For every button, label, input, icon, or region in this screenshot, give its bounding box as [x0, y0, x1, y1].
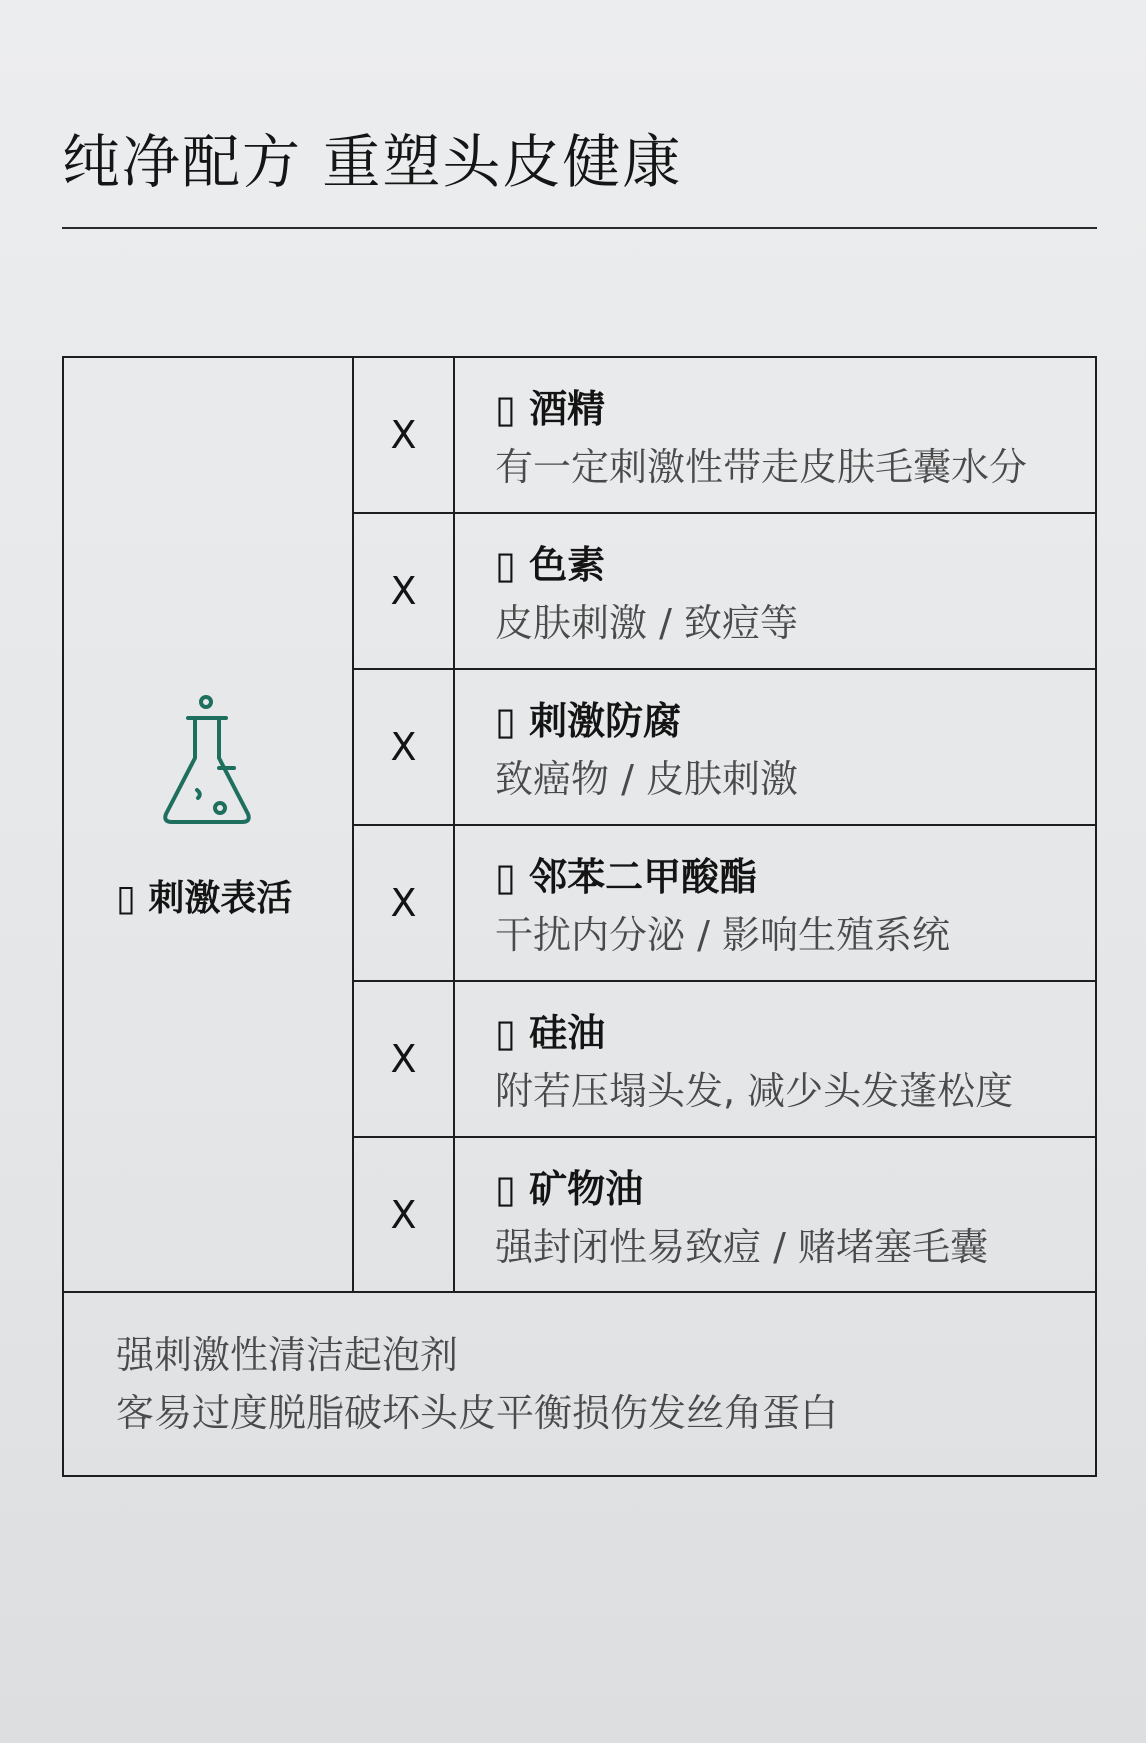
title-divider — [62, 227, 1097, 229]
excluded-mark: X — [354, 1138, 455, 1292]
category-note — [64, 1291, 1095, 1475]
note-line: 客易过度脱脂破坏头皮平衡损伤发丝角蛋白 — [116, 1391, 839, 1435]
excluded-mark: X — [354, 826, 455, 980]
page-title: 纯净配方 重塑头皮健康 — [62, 128, 683, 196]
flask-icon — [160, 694, 254, 830]
category-label: ▯ 刺激表活 — [116, 878, 293, 919]
ingredient-row — [354, 358, 1095, 514]
category-cell — [64, 358, 354, 1291]
ingredient-name: ▯ 邻苯二甲酸酯 — [495, 855, 758, 899]
ingredient-desc: 有一定刺激性带走皮肤毛囊水分 — [495, 445, 1028, 489]
ingredient-name: ▯ 酒精 — [495, 387, 606, 431]
ingredient-info — [455, 358, 1095, 512]
ingredient-desc: 干扰内分泌 / 影响生殖系统 — [495, 913, 950, 957]
ingredient-desc: 强封闭性易致痘 / 赌堵塞毛囊 — [495, 1225, 988, 1269]
excluded-mark: X — [354, 514, 455, 668]
ingredient-desc: 皮肤刺激 / 致痘等 — [495, 601, 798, 645]
ingredient-name: ▯ 硅油 — [495, 1011, 606, 1055]
ingredient-row — [354, 670, 1095, 826]
ingredient-desc: 附若压塌头发, 减少头发蓬松度 — [495, 1069, 1014, 1113]
ingredient-row — [354, 982, 1095, 1138]
excluded-mark: X — [354, 982, 455, 1136]
ingredient-name: ▯ 色素 — [495, 543, 606, 587]
excluded-mark: X — [354, 358, 455, 512]
ingredient-table — [62, 356, 1097, 1477]
ingredient-row — [354, 826, 1095, 982]
ingredient-info — [455, 514, 1095, 668]
ingredient-desc: 致癌物 / 皮肤刺激 — [495, 757, 798, 801]
ingredient-info — [455, 826, 1095, 980]
ingredient-row — [354, 1138, 1095, 1292]
ingredient-name: ▯ 矿物油 — [495, 1167, 644, 1211]
ingredient-info — [455, 982, 1095, 1136]
ingredient-info — [455, 1138, 1095, 1292]
ingredient-info — [455, 670, 1095, 824]
ingredient-row — [354, 514, 1095, 670]
ingredient-name: ▯ 刺激防腐 — [495, 699, 682, 743]
note-line: 强刺激性清洁起泡剂 — [116, 1333, 459, 1377]
excluded-mark: X — [354, 670, 455, 824]
